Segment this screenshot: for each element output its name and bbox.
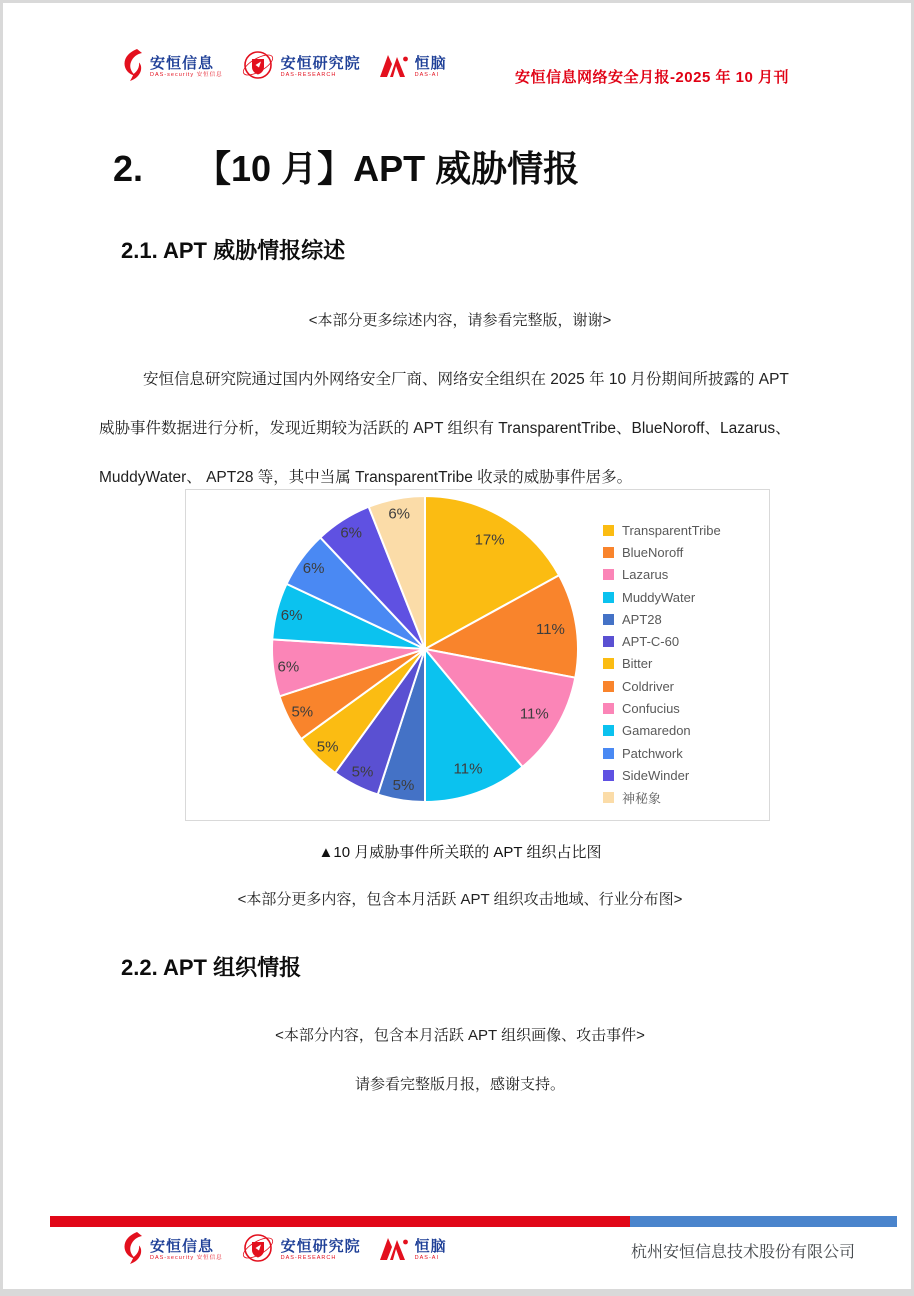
das-swirl-icon	[121, 1231, 145, 1270]
legend-swatch	[603, 569, 614, 580]
legend-swatch	[603, 614, 614, 625]
legend-swatch	[603, 658, 614, 669]
org-intel-placeholder-note: <本部分内容，包含本月活跃 APT 组织画像、攻击事件>	[275, 1027, 645, 1044]
thanks-note: 请参看完整版月报，感谢支持。	[354, 1076, 565, 1093]
legend-swatch	[603, 725, 614, 736]
pie-pct-label-SideWinder: 6%	[340, 524, 363, 542]
paragraph-line: 安恒信息研究院通过国内外网络安全厂商、网络安全组织在 2025 年 10 月份期间所披露的 APT	[143, 371, 789, 388]
pie-pct-label-BlueNoroff: 11%	[535, 621, 565, 639]
legend-item-Lazarus	[603, 564, 721, 586]
pie-pct-label-Lazarus: 11%	[519, 705, 549, 723]
legend-swatch	[603, 592, 614, 603]
legend-swatch	[603, 636, 614, 647]
footer-bar-red	[50, 1216, 630, 1227]
logo-das-security-sub: DAS-security 安恒信息	[150, 1255, 223, 1262]
chapter-title: 【10 月】APT 威胁情报	[195, 148, 580, 189]
pie-pct-label-神秘象: 6%	[388, 505, 411, 523]
logo-hengnao-sub: DAS-AI	[414, 72, 439, 79]
legend-label: BlueNoroff	[622, 544, 684, 560]
logo-das-research-name: 安恒研究院	[280, 54, 361, 72]
chapter-heading	[113, 141, 579, 192]
logo-das-research-sub: DAS-RESEARCH	[280, 72, 337, 79]
legend-label: TransparentTribe	[622, 522, 721, 538]
header-logo-cluster	[121, 47, 447, 88]
legend-item-Patchwork	[603, 742, 721, 764]
logo-hengnao-name: 恒脑	[414, 1237, 447, 1255]
paragraph-line: MuddyWater、 APT28 等，其中当属 TransparentTribe 收录的威胁事件居多。	[99, 469, 633, 486]
logo-das-security-name: 安恒信息	[150, 1237, 215, 1255]
logo-das-research	[240, 1230, 361, 1271]
legend-item-MuddyWater	[603, 586, 721, 608]
legend-swatch	[603, 547, 614, 558]
footer-company-name: 杭州安恒信息技术股份有限公司	[630, 1244, 855, 1261]
legend-label: APT28	[622, 611, 662, 627]
pie-pct-label-Gamaredon: 6%	[280, 606, 303, 624]
legend-swatch	[603, 792, 614, 803]
legend-label: Gamaredon	[622, 723, 691, 739]
legend-item-Bitter	[603, 653, 721, 675]
pie-pct-label-Bitter: 5%	[316, 738, 339, 756]
logo-hengnao	[378, 1234, 447, 1267]
pie-pct-label-Confucius: 6%	[277, 658, 300, 676]
logo-das-security	[121, 1231, 223, 1270]
legend-item-Coldriver	[603, 675, 721, 697]
pie-pct-label-Coldriver: 5%	[291, 703, 314, 721]
chart-caption: ▲10 月威胁事件所关联的 APT 组织占比图	[318, 844, 602, 861]
legend-label: Lazarus	[622, 567, 669, 583]
logo-hengnao	[378, 51, 447, 84]
legend-swatch	[603, 525, 614, 536]
legend-label: 神秘象	[622, 791, 662, 807]
pie-pct-label-APT-C-60: 5%	[351, 763, 374, 781]
legend-swatch	[603, 748, 614, 759]
pie-pct-label-APT28: 5%	[392, 777, 415, 794]
legend-swatch	[603, 770, 614, 781]
hengnao-ai-icon	[378, 51, 410, 84]
more-content-note: <本部分更多内容，包含本月活跃 APT 组织攻击地域、行业分布图>	[237, 891, 683, 908]
paragraph-line: 威胁事件数据进行分析，发现近期较为活跃的 APT 组织有 TransparentTribe、BlueNoroff、Lazarus、	[99, 420, 791, 437]
legend-item-Confucius	[603, 697, 721, 719]
das-research-emblem-icon	[240, 1230, 276, 1271]
legend-item-APT28	[603, 608, 721, 630]
das-research-emblem-icon	[240, 47, 276, 88]
legend-swatch	[603, 681, 614, 692]
logo-das-research-name: 安恒研究院	[280, 1237, 361, 1255]
legend-item-Gamaredon	[603, 720, 721, 742]
hengnao-ai-icon	[378, 1234, 410, 1267]
legend-item-APT-C-60	[603, 630, 721, 652]
section-2-2-heading: 2.2. APT 组织情报	[121, 955, 302, 980]
report-issue-title: 安恒信息网络安全月报-2025 年 10 月刊	[514, 69, 789, 86]
logo-das-research	[240, 47, 361, 88]
report-page	[3, 3, 911, 1289]
legend-label: APT-C-60	[622, 634, 680, 650]
pie-pct-label-Patchwork: 6%	[302, 560, 325, 578]
logo-das-security-sub: DAS-security 安恒信息	[150, 72, 223, 79]
footer-bar-blue	[630, 1216, 897, 1227]
das-swirl-icon	[121, 48, 145, 87]
summary-placeholder-note: <本部分更多综述内容，请参看完整版，谢谢>	[308, 312, 612, 329]
footer-logo-cluster	[121, 1230, 447, 1271]
legend-label: Confucius	[622, 701, 680, 717]
legend-label: MuddyWater	[622, 589, 696, 605]
legend-label: SideWinder	[622, 767, 690, 783]
legend-label: Coldriver	[622, 678, 675, 694]
legend-label: Bitter	[622, 656, 653, 672]
logo-das-research-sub: DAS-RESEARCH	[280, 1255, 337, 1262]
pie-pct-label-TransparentTribe: 17%	[474, 531, 505, 549]
chapter-number: 2.	[113, 148, 144, 189]
logo-das-security	[121, 48, 223, 87]
pie-pct-label-MuddyWater: 11%	[453, 760, 483, 778]
logo-hengnao-name: 恒脑	[414, 54, 447, 72]
summary-paragraph	[99, 355, 825, 502]
logo-hengnao-sub: DAS-AI	[414, 1255, 439, 1262]
legend-swatch	[603, 703, 614, 714]
section-2-1-heading: 2.1. APT 威胁情报综述	[121, 238, 346, 263]
chart-legend	[603, 519, 721, 809]
legend-item-SideWinder	[603, 764, 721, 786]
legend-item-TransparentTribe	[603, 519, 721, 541]
legend-item-BlueNoroff	[603, 541, 721, 563]
logo-das-security-name: 安恒信息	[150, 54, 215, 72]
apt-share-chart	[185, 489, 770, 821]
legend-item-神秘象	[603, 787, 721, 809]
legend-label: Patchwork	[622, 745, 683, 761]
